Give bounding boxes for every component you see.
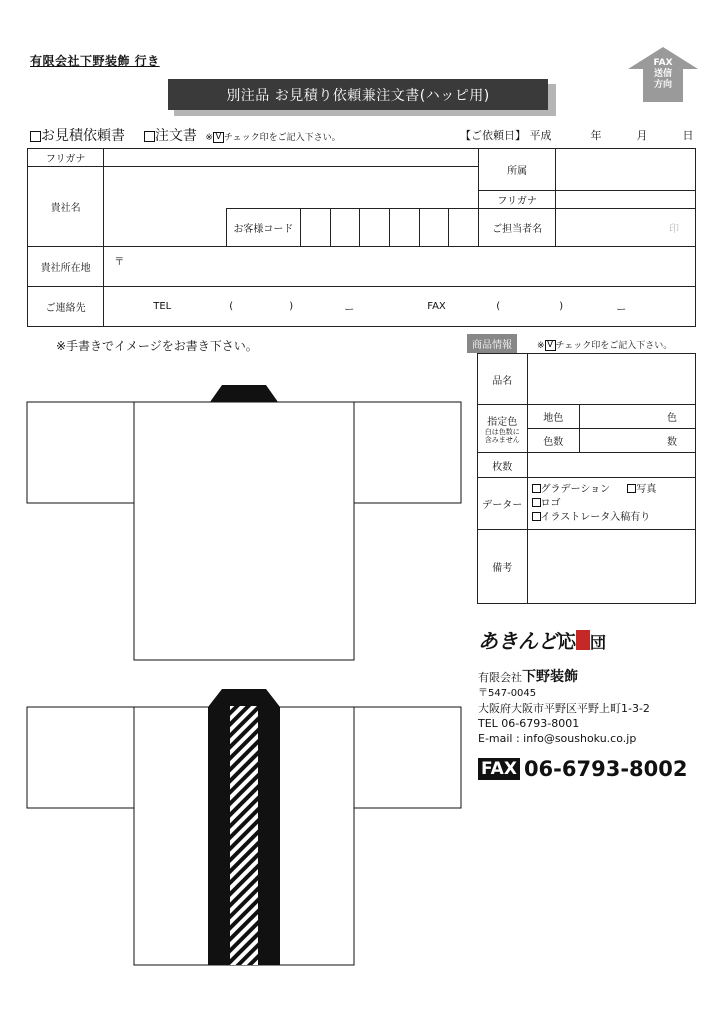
tel-dash: ー: [344, 304, 355, 316]
furigana-field[interactable]: [104, 149, 479, 167]
contact-person-field[interactable]: [556, 209, 696, 247]
happi-front-sketch: [26, 688, 464, 968]
address-field[interactable]: [104, 247, 696, 287]
address-label: 貴社所在地: [28, 247, 104, 287]
color-count-field[interactable]: 数: [580, 429, 696, 453]
order-checkbox[interactable]: [144, 131, 155, 142]
recipient-label: 有限会社下野装飾 行き: [30, 54, 160, 68]
furigana-label: フリガナ: [28, 149, 104, 167]
remarks-label: 備考: [478, 530, 528, 604]
affiliation-label: 所属: [479, 149, 556, 191]
customer-info-form: [27, 148, 696, 327]
ground-color-label: 地色: [527, 405, 580, 429]
seal-mark: 印: [669, 224, 679, 235]
svg-text:応: 応: [558, 632, 576, 653]
photo-checkbox[interactable]: [627, 484, 636, 493]
estimate-checkbox[interactable]: [30, 131, 41, 142]
day-label: 日: [682, 129, 694, 142]
quantity-label: 枚数: [478, 453, 528, 478]
fax-paren-open: (: [496, 300, 501, 312]
remarks-field[interactable]: [527, 530, 695, 604]
sketch-instruction: ※手書きでイメージをお書き下さい。: [56, 339, 258, 353]
document-type-options: [30, 125, 341, 145]
fax-dash: ー: [616, 304, 627, 316]
company-email: E-mail : info@soushoku.co.jp: [478, 732, 637, 745]
product-name-label: 品名: [478, 354, 528, 405]
data-options: グラデーション 写真 ロゴ イラストレータ入稿有り: [527, 478, 695, 530]
furigana2-label: フリガナ: [479, 191, 556, 209]
customer-code-digit[interactable]: [360, 209, 390, 247]
gradation-checkbox[interactable]: [532, 484, 541, 493]
customer-code-digit[interactable]: [449, 209, 479, 247]
akindo-ouendan-logo: [478, 622, 608, 656]
request-date: [460, 127, 694, 143]
fax-paren-close: ): [559, 300, 564, 312]
product-name-field[interactable]: [527, 354, 695, 405]
affiliation-field[interactable]: [556, 149, 696, 191]
ground-color-field[interactable]: 色: [580, 405, 696, 429]
page-title: 別注品 お見積り依頼兼注文書(ハッピ用): [168, 79, 548, 110]
month-label: 月: [636, 129, 648, 142]
company-name: 有限会社下野装飾: [478, 669, 578, 685]
contact-label: ご連絡先: [28, 287, 104, 327]
product-check-note: ※ V チェック印をご記入下さい。: [537, 340, 673, 351]
company-street: 大阪府大阪市平野区平野上町1-3-2: [478, 702, 650, 715]
furigana2-field[interactable]: [556, 191, 696, 209]
illustrator-checkbox[interactable]: [532, 512, 541, 521]
customer-code-label: お客様コード: [226, 209, 300, 247]
request-date-label: 【ご依頼日】: [460, 129, 526, 142]
postal-mark: 〒: [114, 257, 125, 268]
product-info-table: [477, 353, 696, 604]
svg-text:団: 団: [590, 633, 607, 652]
era-label: 平成: [529, 129, 552, 142]
year-label: 年: [590, 129, 602, 142]
company-name-field[interactable]: [104, 167, 479, 209]
tel-paren-open: (: [229, 300, 234, 312]
fax-direction-label: FAX 送信 方向: [653, 58, 673, 90]
customer-code-digit[interactable]: [330, 209, 360, 247]
happi-back-sketch: [26, 383, 464, 663]
color-count-label: 色数: [527, 429, 580, 453]
tel-label: TEL: [153, 300, 172, 312]
company-fax: [478, 757, 688, 781]
customer-code-digit[interactable]: [419, 209, 449, 247]
tel-paren-close: ): [289, 300, 294, 312]
quantity-field[interactable]: [527, 453, 695, 478]
contact-field[interactable]: [104, 287, 696, 327]
check-note: ※ V チェック印をご記入下さい。: [205, 132, 341, 143]
fax-number: 06-6793-8002: [523, 757, 688, 781]
company-tel: TEL 06-6793-8001: [478, 717, 580, 730]
fax-badge: FAX: [478, 758, 520, 780]
company-name-label: 貴社名: [28, 167, 104, 247]
customer-code-digit[interactable]: [301, 209, 331, 247]
customer-code-digit[interactable]: [390, 209, 420, 247]
company-address: [478, 686, 650, 746]
contact-person-label: ご担当者名: [479, 209, 556, 247]
specified-color-label: 指定色 白は色数に 含みません: [478, 405, 528, 453]
product-info-label: 商品情報: [467, 334, 517, 353]
estimate-label: お見積依頼書: [41, 128, 125, 144]
data-label: データー: [478, 478, 528, 530]
company-zip: 〒547-0045: [478, 688, 537, 699]
order-label: 注文書: [154, 128, 197, 144]
fax-label: FAX: [427, 300, 446, 312]
logo-checkbox[interactable]: [532, 498, 541, 507]
svg-text:あきんど: あきんど: [478, 629, 558, 653]
